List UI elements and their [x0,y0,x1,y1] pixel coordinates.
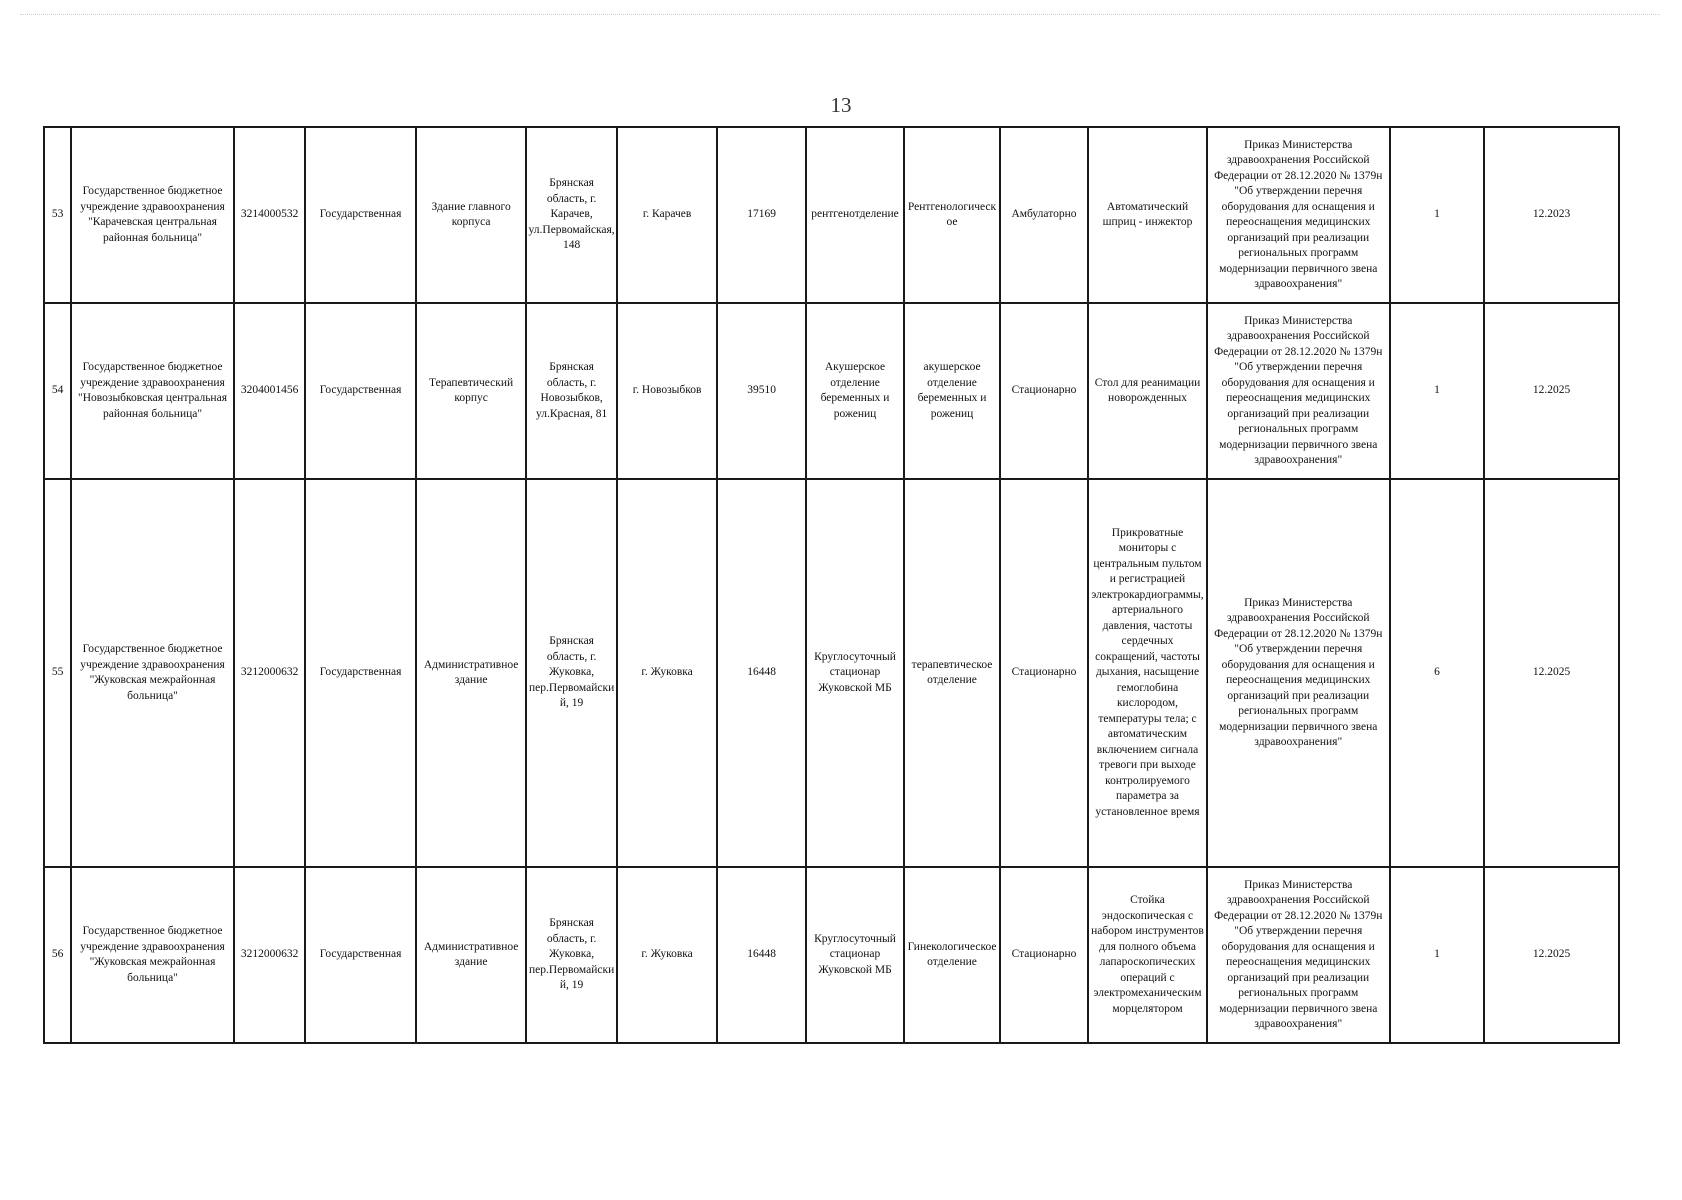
row-number: 55 [44,479,71,867]
locality: г. Новозыбков [617,303,718,479]
quantity: 1 [1390,303,1484,479]
institution-name: Государственное бюджетное учреждение здравоохранения "Жуковская межрайонная больница" [71,479,234,867]
equipment: Стол для реанимации новорожденных [1088,303,1207,479]
locality: г. Карачев [617,127,718,303]
table-row [44,479,1619,867]
row-number: 53 [44,127,71,303]
regulatory-document: Приказ Министерства здравоохранения Российской Федерации от 28.12.2020 № 1379н "Об утверждении перечня оборудования для оснащения и переоснащения медицинских организаций при реализации региональных программ модернизации первичного звена здравоохранения" [1207,867,1390,1043]
building: Административное здание [416,479,527,867]
ownership-form: Государственная [305,303,416,479]
target-date: 12.2025 [1484,479,1619,867]
equipment: Прикроватные мониторы с центральным пультом и регистрацией электрокардиограммы, артериального давления, частоты сердечных сокращений, частоты дыхания, насыщение гемоглобина кислородом, температуры тела; с автоматическим включением сигнала тревоги при выходе контролируемого параметра за установленное время [1088,479,1207,867]
inn: 3212000632 [234,867,305,1043]
locality: г. Жуковка [617,867,718,1043]
institution-name: Государственное бюджетное учреждение здравоохранения "Новозыбковская центральная районная больница" [71,303,234,479]
regulatory-document: Приказ Министерства здравоохранения Российской Федерации от 28.12.2020 № 1379н "Об утверждении перечня оборудования для оснащения и переоснащения медицинских организаций при реализации региональных программ модернизации первичного звена здравоохранения" [1207,479,1390,867]
inn: 3214000532 [234,127,305,303]
table-row [44,127,1619,303]
equipment: Автоматический шприц - инжектор [1088,127,1207,303]
address: Брянская область, г. Жуковка, пер.Первомайский, 19 [526,867,616,1043]
ownership-form: Государственная [305,479,416,867]
target-date: 12.2023 [1484,127,1619,303]
care-form: Стационарно [1000,303,1088,479]
inn: 3212000632 [234,479,305,867]
building: Терапевтический корпус [416,303,527,479]
population: 39510 [717,303,805,479]
address: Брянская область, г. Жуковка, пер.Первомайский, 19 [526,479,616,867]
address: Брянская область, г. Новозыбков, ул.Красная, 81 [526,303,616,479]
page-number: 13 [830,93,852,117]
target-date: 12.2025 [1484,303,1619,479]
care-form: Стационарно [1000,479,1088,867]
department: Круглосуточный стационар Жуковской МБ [806,867,905,1043]
department: Круглосуточный стационар Жуковской МБ [806,479,905,867]
regulatory-document: Приказ Министерства здравоохранения Российской Федерации от 28.12.2020 № 1379н "Об утверждении перечня оборудования для оснащения и переоснащения медицинских организаций при реализации региональных программ модернизации первичного звена здравоохранения" [1207,303,1390,479]
equipment-table [43,126,1620,1044]
profile: Рентгенологическое [904,127,999,303]
quantity: 1 [1390,867,1484,1043]
scan-artifact-line [20,14,1660,19]
population: 17169 [717,127,805,303]
population: 16448 [717,479,805,867]
profile: Гинекологическое отделение [904,867,999,1043]
row-number: 54 [44,303,71,479]
population: 16448 [717,867,805,1043]
building: Здание главного корпуса [416,127,527,303]
target-date: 12.2025 [1484,867,1619,1043]
row-number: 56 [44,867,71,1043]
care-form: Стационарно [1000,867,1088,1043]
table-row [44,867,1619,1043]
table-row [44,303,1619,479]
department: Акушерское отделение беременных и рожениц [806,303,905,479]
quantity: 1 [1390,127,1484,303]
building: Административное здание [416,867,527,1043]
regulatory-document: Приказ Министерства здравоохранения Российской Федерации от 28.12.2020 № 1379н "Об утверждении перечня оборудования для оснащения и переоснащения медицинских организаций при реализации региональных программ модернизации первичного звена здравоохранения" [1207,127,1390,303]
ownership-form: Государственная [305,867,416,1043]
quantity: 6 [1390,479,1484,867]
institution-name: Государственное бюджетное учреждение здравоохранения "Карачевская центральная районная больница" [71,127,234,303]
department: рентгенотделение [806,127,905,303]
profile: терапевтическое отделение [904,479,999,867]
inn: 3204001456 [234,303,305,479]
institution-name: Государственное бюджетное учреждение здравоохранения "Жуковская межрайонная больница" [71,867,234,1043]
care-form: Амбулаторно [1000,127,1088,303]
address: Брянская область, г. Карачев, ул.Первомайская, 148 [526,127,616,303]
ownership-form: Государственная [305,127,416,303]
locality: г. Жуковка [617,479,718,867]
profile: акушерское отделение беременных и рожениц [904,303,999,479]
equipment: Стойка эндоскопическая с набором инструментов для полного объема лапароскопических операций с электромеханическим морцелятором [1088,867,1207,1043]
